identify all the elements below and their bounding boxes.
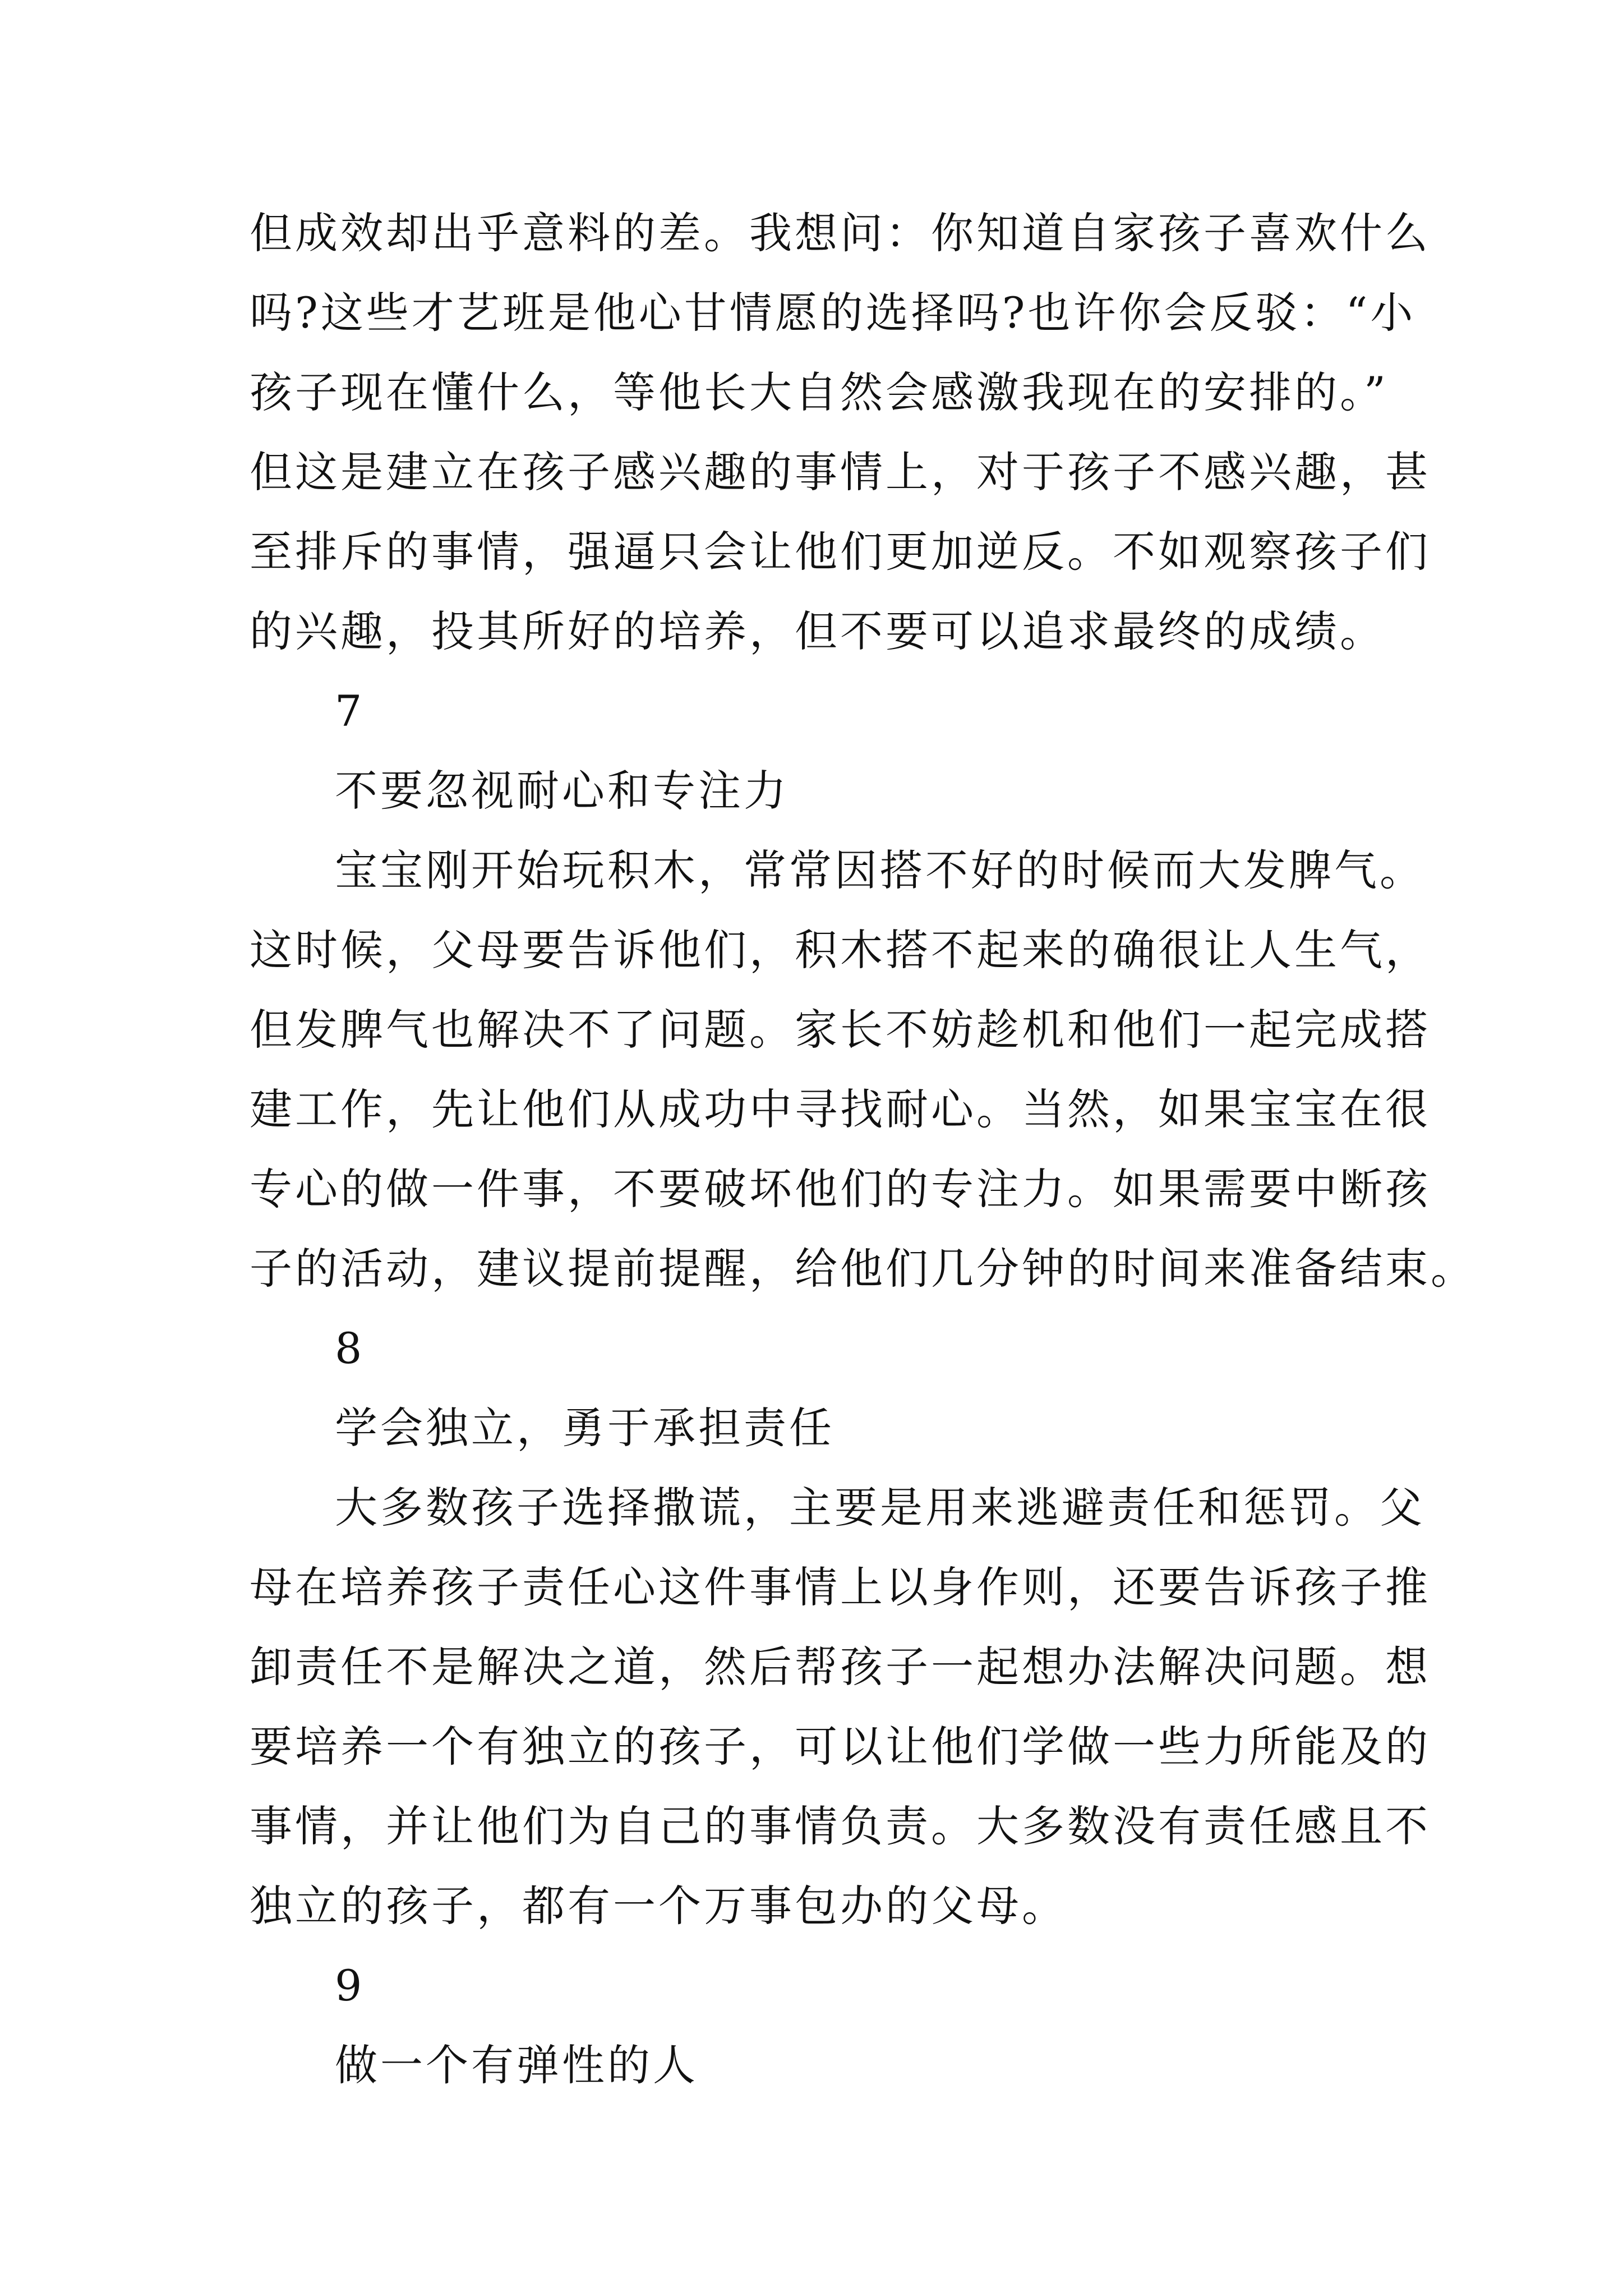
section-number: 8 [335,1323,365,1373]
text-line: 的兴趣，投其所好的培养，但不要可以追求最终的成绩。 [250,606,1385,656]
text-line: 至排斥的事情，强逼只会让他们更加逆反。不如观察孩子们 [250,527,1431,577]
section-heading: 做一个有弹性的人 [335,2040,698,2090]
text-line: 事情，并让他们为自己的事情负责。大多数没有责任感且不 [250,1801,1431,1851]
text-line: 独立的孩子，都有一个万事包办的父母。 [250,1881,1067,1931]
text-line: 卸责任不是解决之道，然后帮孩子一起想办法解决问题。想 [250,1642,1431,1692]
document-body [250,194,1476,2105]
section-heading: 学会独立，勇于承担责任 [335,1403,834,1453]
text-line: 但这是建立在孩子感兴趣的事情上，对于孩子不感兴趣，甚 [250,447,1431,497]
text-line: 吗?这些才艺班是他心甘情愿的选择吗?也许你会反驳：“小 [250,288,1416,338]
text-line: 但成效却出乎意料的差。我想问：你知道自家孩子喜欢什么 [250,208,1431,258]
text-line: 子的活动，建议提前提醒，给他们几分钟的时间来准备结束。 [250,1244,1476,1294]
text-line: 这时候，父母要告诉他们，积木搭不起来的确很让人生气， [250,925,1431,975]
text-line: 专心的做一件事，不要破坏他们的专注力。如果需要中断孩 [250,1164,1431,1214]
section-number: 7 [335,686,365,736]
text-line: 宝宝刚开始玩积木，常常因搭不好的时候而大发脾气。 [335,845,1425,895]
text-line: 孩子现在懂什么，等他长大自然会感激我现在的安排的。” [250,367,1389,417]
text-line: 母在培养孩子责任心这件事情上以身作则，还要告诉孩子推 [250,1562,1431,1612]
text-line: 大多数孩子选择撒谎，主要是用来逃避责任和惩罚。父 [335,1483,1425,1533]
text-line: 但发脾气也解决不了问题。家长不妨趁机和他们一起完成搭 [250,1005,1431,1055]
section-heading: 不要忽视耐心和专注力 [335,766,789,816]
text-line: 要培养一个有独立的孩子，可以让他们学做一些力所能及的 [250,1722,1431,1772]
text-line: 建工作，先让他们从成功中寻找耐心。当然，如果宝宝在很 [250,1084,1431,1134]
section-number: 9 [335,1961,365,2010]
